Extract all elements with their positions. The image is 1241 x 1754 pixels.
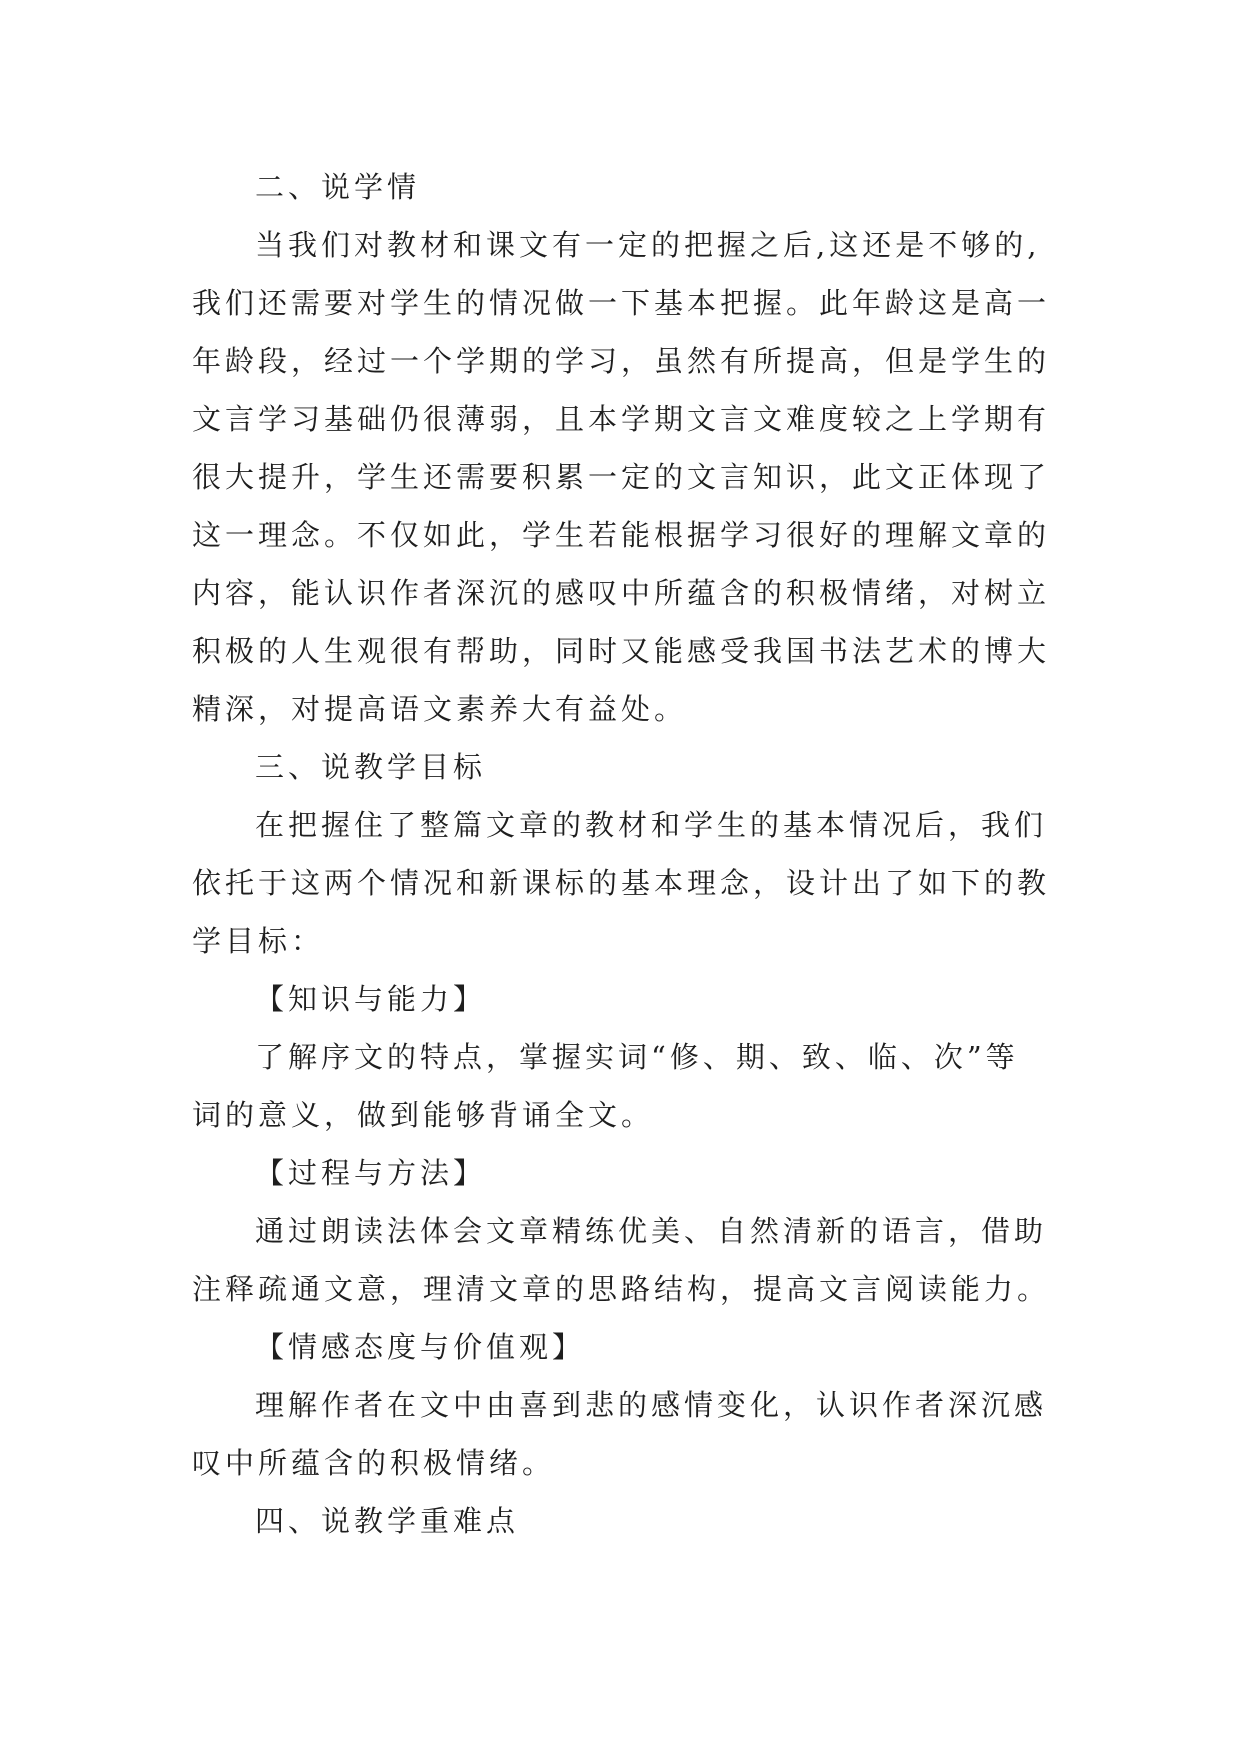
heading-teaching-goals: 三、说教学目标 — [255, 750, 487, 784]
paragraph-line: 叹中所蕴含的积极情绪。 — [192, 1446, 556, 1480]
document-body — [192, 158, 1092, 1550]
subheading-process-method: 【过程与方法】 — [255, 1156, 487, 1190]
paragraph-line: 依托于这两个情况和新课标的基本理念，设计出了如下的教 — [192, 866, 1051, 900]
paragraph-line: 我们还需要对学生的情况做一下基本把握。此年龄这是高一 — [192, 286, 1051, 320]
heading-learner-analysis: 二、说学情 — [255, 170, 421, 204]
subheading-knowledge-ability: 【知识与能力】 — [255, 982, 487, 1016]
subheading-emotion-values: 【情感态度与价值观】 — [255, 1330, 586, 1364]
paragraph-line: 精深，对提高语文素养大有益处。 — [192, 692, 688, 726]
paragraph-line: 了解序文的特点，掌握实词“修、期、致、临、次”等 — [255, 1040, 1019, 1074]
paragraph-line: 当我们对教材和课文有一定的把握之后,这还是不够的, — [255, 228, 1041, 262]
paragraph-line: 积极的人生观很有帮助，同时又能感受我国书法艺术的博大 — [192, 634, 1051, 668]
paragraph-line: 词的意义，做到能够背诵全文。 — [192, 1098, 655, 1132]
paragraph-line: 在把握住了整篇文章的教材和学生的基本情况后，我们 — [255, 808, 1048, 842]
heading-key-difficult-points: 四、说教学重难点 — [255, 1504, 520, 1538]
paragraph-line: 注释疏通文意，理清文章的思路结构，提高文言阅读能力。 — [192, 1272, 1051, 1306]
paragraph-line: 很大提升，学生还需要积累一定的文言知识，此文正体现了 — [192, 460, 1051, 494]
paragraph-line: 这一理念。不仅如此，学生若能根据学习很好的理解文章的 — [192, 518, 1051, 552]
paragraph-line: 理解作者在文中由喜到悲的感情变化，认识作者深沉感 — [255, 1388, 1048, 1422]
paragraph-line: 文言学习基础仍很薄弱，且本学期文言文难度较之上学期有 — [192, 402, 1051, 436]
paragraph-line: 年龄段，经过一个学期的学习，虽然有所提高，但是学生的 — [192, 344, 1051, 378]
paragraph-line: 通过朗读法体会文章精练优美、自然清新的语言，借助 — [255, 1214, 1048, 1248]
paragraph-line: 学目标： — [192, 924, 325, 958]
paragraph-line: 内容，能认识作者深沉的感叹中所蕴含的积极情绪，对树立 — [192, 576, 1051, 610]
